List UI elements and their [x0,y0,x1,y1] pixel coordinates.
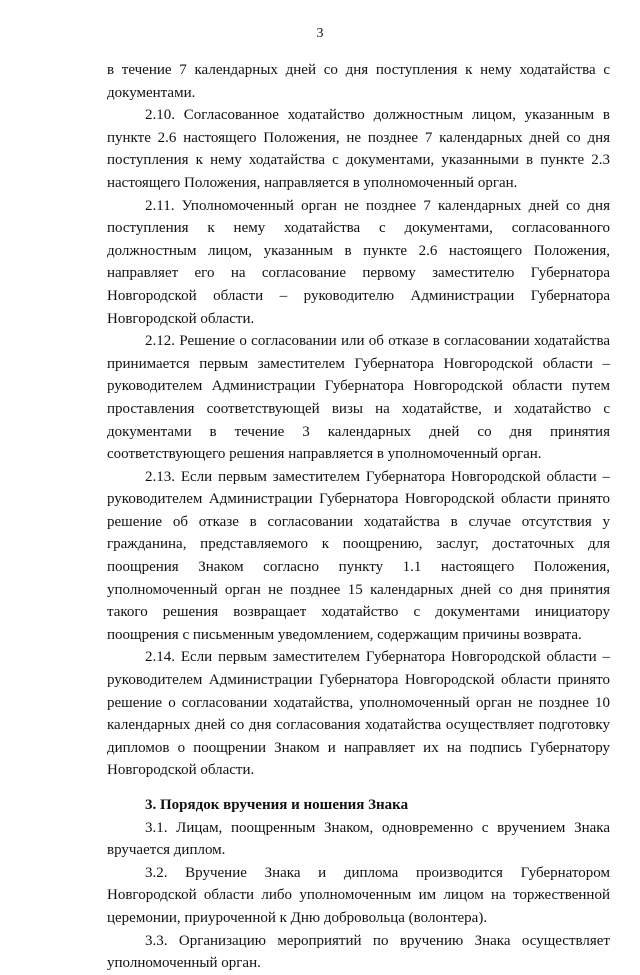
paragraph-2-13: 2.13. Если первым заместителем Губернатора Новгородской области – руководителем Администрации Губернатора Новгородской области принято решение об отказе в согласовании ходатайства в случае отсутствия у гражданина, представляемого к поощрению, заслуг, достаточных для поощрения Знаком согласно пункту 1.1 настоящего Положения, уполномоченный орган не позднее 15 календарных дней со дня принятия такого решения возвращает ходатайство с документами инициатору поощрения с письменным уведомлением, содержащим причины возврата. [107,468,610,643]
paragraph-continuation: в течение 7 календарных дней со дня поступления к нему ходатайства с документами. [107,62,610,101]
paragraph-2-12: 2.12. Решение о согласовании или об отказе в согласовании ходатайства принимается первым заместителем Губернатора Новгородской области – руководителем Администрации Губернатора Новгородской области путем проставления соответствующей визы на ходатайстве, и ходатайство с документами в течение 3 календарных дней со дня принятия соответствующего решения направляется в уполномоченный орган. [107,333,610,463]
paragraph-3-2: 3.2. Вручение Знака и диплома производится Губернатором Новгородской области либо уполномоченным им лицом на торжественной церемонии, приуроченной к Дню добровольца (волонтера). [107,864,610,926]
paragraph-2-10: 2.10. Согласованное ходатайство должностным лицом, указанным в пункте 2.6 настоящего Положения, не позднее 7 календарных дней со дня поступления к нему ходатайства с документами, указанными в пункте 2.3 настоящего Положения, направляется в уполномоченный орган. [107,107,610,191]
paragraph-2-14: 2.14. Если первым заместителем Губернатора Новгородской области – руководителем Администрации Губернатора Новгородской области принято решение о согласовании ходатайства, уполномоченный орган не позднее 10 календарных дней со дня согласования ходатайства осуществляет подготовку дипломов о поощрении Знаком и направляет их на подпись Губернатору Новгородской области. [107,649,610,779]
paragraph-2-11: 2.11. Уполномоченный орган не позднее 7 календарных дней со дня поступления к нему ходатайства с документами, согласованного должностным лицом, указанным в пункте 2.6 настоящего Положения, направляет его на согласование первому заместителю Губернатора Новгородской области – руководителю Администрации Губернатора Новгородской области. [107,197,610,327]
paragraph-3-1: 3.1. Лицам, поощренным Знаком, одновременно с вручением Знака вручается диплом. [107,819,610,859]
section-3-heading: 3. Порядок вручения и ношения Знака [145,797,409,813]
page-number: 3 [316,26,324,41]
paragraph-3-3: 3.3. Организацию мероприятий по вручению Знака осуществляет уполномоченный орган. [107,932,610,972]
document-body [107,59,610,975]
